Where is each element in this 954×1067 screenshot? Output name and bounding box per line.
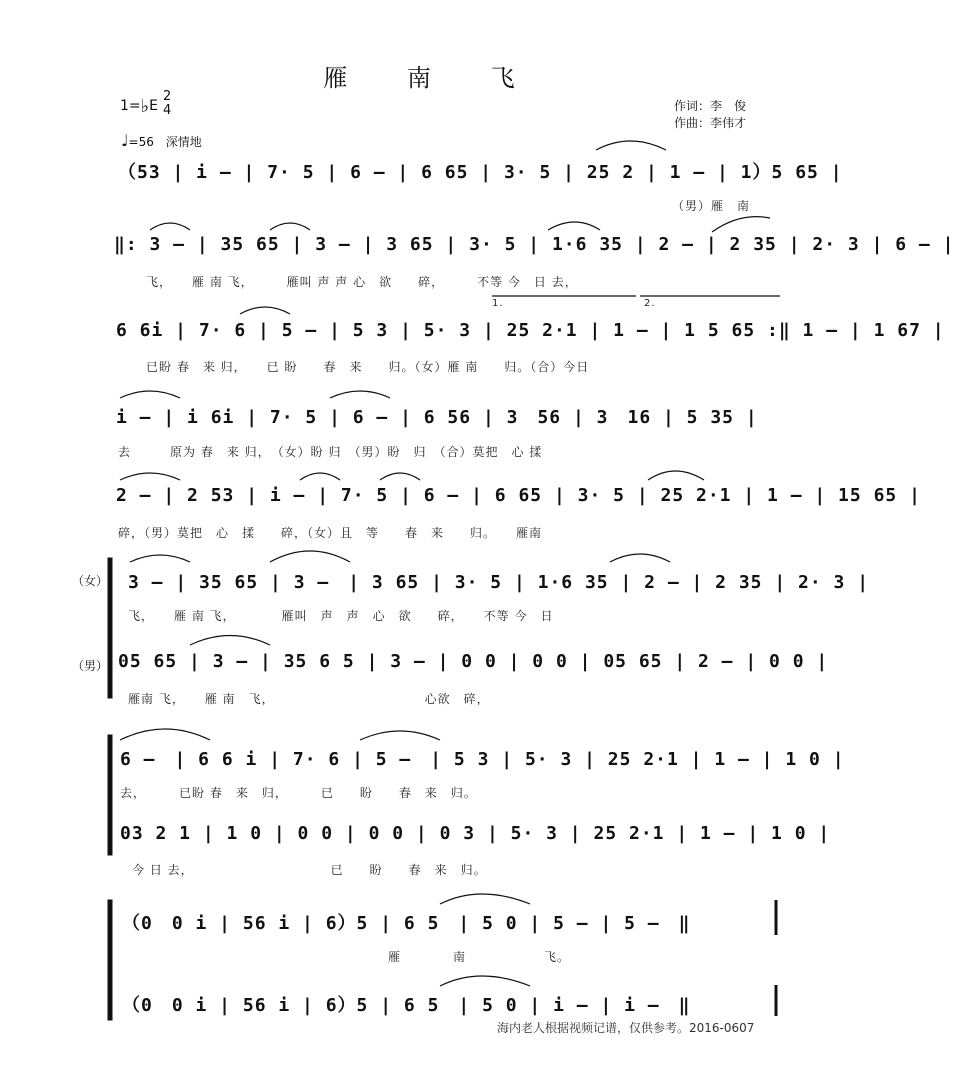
slur bbox=[440, 976, 530, 986]
slur bbox=[270, 223, 310, 230]
lyrics-row-7-male: 今 日 去， 已 盼 春 来 归。 bbox=[132, 863, 487, 877]
quarter-note-icon: ♩ bbox=[121, 131, 129, 150]
lyrics-row-5: 碎，（男）莫把 心 揉 碎，（女）且 等 春 来 归。 雁南 bbox=[118, 526, 543, 540]
notation-row-8-female: （0 0 i | 56 i | 6）5 | 6 5 | 5 0 | 5 – | 5 – ‖ bbox=[122, 913, 691, 934]
notation-row-3: 6 6i | 7· 6 | 5 – | 5 3 | 5· 3 | 25 2·1 | 1 – | 1 5 65 :‖ 1 – | 1 67 | bbox=[116, 320, 945, 341]
slur bbox=[440, 894, 530, 904]
slur bbox=[240, 307, 290, 314]
slur bbox=[130, 555, 190, 562]
slur bbox=[380, 473, 420, 480]
slur bbox=[120, 473, 180, 480]
lyrics-row-2: 飞， 雁 南 飞， 雁叫 声 声 心 欲 碎， 不等 今 日 去， bbox=[146, 275, 578, 289]
lyrics-row-6-male: 雁南 飞， 雁 南 飞， 心欲 碎， bbox=[128, 692, 490, 706]
slur bbox=[150, 223, 190, 230]
slur bbox=[190, 636, 270, 646]
key-prefix: 1= bbox=[120, 98, 141, 114]
notation-row-8-male: （0 0 i | 56 i | 6）5 | 6 5 | 5 0 | i – | i – ‖ bbox=[122, 995, 691, 1016]
notation-row-4: i – | i 6i | 7· 5 | 6 – | 6 56 | 3 56 | 3 16 | 5 35 | bbox=[116, 407, 758, 428]
time-signature-top: 2 bbox=[163, 89, 172, 104]
time-signature-bottom: 4 bbox=[163, 103, 172, 118]
system-bracket bbox=[108, 900, 112, 1020]
slur bbox=[300, 473, 340, 480]
system-bracket bbox=[108, 735, 112, 855]
notation-row-6-female: 3 – | 35 65 | 3 – | 3 65 | 3· 5 | 1·6 35 | 2 – | 2 35 | 2· 3 | bbox=[128, 572, 870, 593]
notation-row-2: ‖: 3 – | 35 65 | 3 – | 3 65 | 3· 5 | 1·6 35 | 2 – | 2 35 | 2· 3 | 6 – | bbox=[114, 234, 954, 255]
tempo-value: =56 bbox=[128, 135, 154, 149]
notation-row-7-male: 03 2 1 | 1 0 | 0 0 | 0 0 | 0 3 | 5· 3 | 25 2·1 | 1 – | 1 0 | bbox=[120, 823, 831, 844]
notation-row-6-male: 05 65 | 3 – | 35 6 5 | 3 – | 0 0 | 0 0 | 05 65 | 2 – | 0 0 | bbox=[118, 651, 829, 672]
slur bbox=[330, 391, 390, 398]
slur bbox=[120, 391, 180, 398]
lyrics-row-7-female: 去， 已盼 春 来 归， 已 盼 春 来 归。 bbox=[120, 786, 477, 800]
slur bbox=[596, 141, 666, 150]
notation-row-5: 2 – | 2 53 | i – | 7· 5 | 6 – | 6 65 | 3· 5 | 25 2·1 | 1 – | 15 65 | bbox=[116, 485, 921, 506]
slur bbox=[712, 217, 770, 232]
female-part-label: （女） bbox=[72, 574, 109, 588]
male-part-label: （男） bbox=[72, 659, 109, 673]
slur bbox=[610, 554, 670, 562]
lyrics-row-6-female: 飞， 雁 南 飞， 雁叫 声 声 心 欲 碎， 不等 今 日 bbox=[128, 609, 554, 623]
slur bbox=[270, 551, 350, 562]
lyrics-row-4: 去 原为 春 来 归， （女）盼 归 （男）盼 归 （合）莫把 心 揉 bbox=[118, 445, 543, 459]
notation-row-1: （53 | i – | 7· 5 | 6 – | 6 65 | 3· 5 | 25 2 | 1 – | 1）5 65 | bbox=[118, 162, 843, 183]
slur bbox=[360, 731, 440, 740]
slur bbox=[648, 471, 704, 480]
lyrics-row-3: 已盼 春 来 归， 已 盼 春 来 归。（女）雁 南 归。（合）今日 bbox=[146, 360, 590, 374]
lyricist: 作词：李 俊 bbox=[674, 99, 747, 113]
slur bbox=[548, 222, 600, 230]
song-title: 雁 南 飞 bbox=[323, 64, 541, 92]
notation-row-7-female: 6 – | 6 6 i | 7· 6 | 5 – | 5 3 | 5· 3 | 25 2·1 | 1 – | 1 0 | bbox=[120, 749, 845, 770]
volta-1-label: 1. bbox=[492, 298, 504, 309]
lyrics-row-1: （男）雁 南 bbox=[672, 199, 751, 213]
volta-2-label: 2. bbox=[644, 298, 656, 309]
footer-note: 海内老人根据视频记谱，仅供参考。2016-0607 bbox=[497, 1021, 755, 1035]
flat-icon: ♭ bbox=[140, 96, 150, 117]
slur bbox=[120, 729, 210, 740]
system-bracket bbox=[108, 558, 112, 698]
expression-marking: 深情地 bbox=[165, 135, 202, 149]
lyrics-row-8-female: 雁 南 飞。 bbox=[388, 950, 571, 964]
key-name: E bbox=[149, 98, 158, 114]
composer: 作曲：李伟才 bbox=[674, 116, 747, 130]
